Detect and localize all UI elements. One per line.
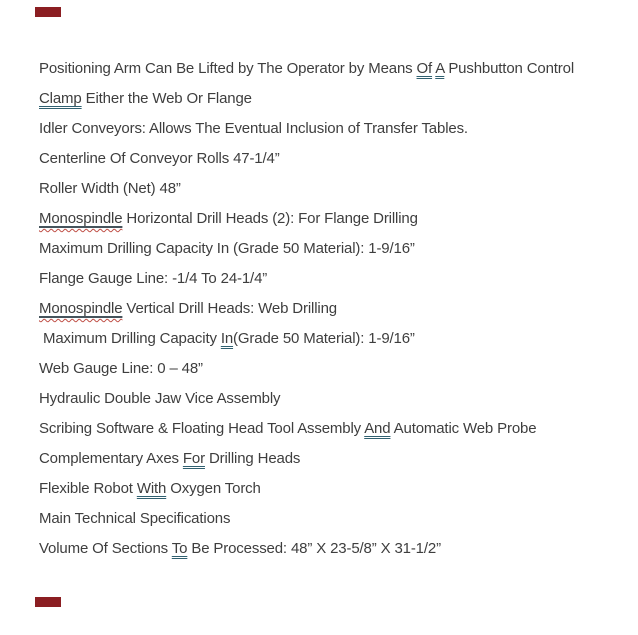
text-block — [39, 54, 618, 564]
grammar-underlined-word: In — [220, 330, 234, 347]
text-segment: Volume Of Sections — [39, 540, 172, 557]
text-segment: Maximum Drilling Capacity In (Grade 50 Material): 1-9/16” — [39, 240, 415, 257]
text-segment: Pushbutton Control — [444, 60, 575, 77]
text-segment: Complementary Axes — [39, 450, 183, 467]
text-line — [39, 504, 618, 534]
grammar-underlined-word: With — [136, 480, 167, 497]
text-line — [39, 354, 618, 384]
text-segment: Drilling Heads — [204, 450, 301, 467]
text-segment: Scribing Software & Floating Head Tool Assembly — [39, 420, 365, 437]
text-segment: Automatic Web Probe — [390, 420, 537, 437]
text-segment: Maximum Drilling Capacity — [39, 330, 221, 347]
text-line — [39, 114, 618, 144]
text-line — [39, 144, 618, 174]
text-segment: Flexible Robot — [39, 480, 137, 497]
text-segment: Hydraulic Double Jaw Vice Assembly — [39, 390, 281, 407]
text-segment: Vertical Drill Heads: Web Drilling — [122, 300, 337, 317]
text-segment: Positioning Arm Can Be Lifted by The Operator by Means — [39, 60, 417, 77]
text-segment: Flange Gauge Line: -1/4 To 24-1/4” — [39, 270, 268, 287]
grammar-underlined-word: Clamp — [39, 90, 82, 107]
text-line — [39, 324, 618, 354]
grammar-underlined-word: And — [364, 420, 391, 437]
grammar-underlined-word: Of — [416, 60, 433, 77]
text-line — [39, 384, 618, 414]
text-segment: Either the Web Or Flange — [81, 90, 252, 107]
spellcheck-underlined-word — [39, 210, 122, 227]
grammar-underlined-word: To — [171, 540, 188, 557]
spellcheck-word-text: Monospindle — [39, 210, 123, 227]
spellcheck-word-text: Monospindle — [39, 300, 123, 317]
text-segment: Horizontal Drill Heads (2): For Flange Drilling — [122, 210, 418, 227]
spellcheck-underlined-word — [39, 300, 122, 317]
text-line — [39, 54, 618, 84]
text-line — [39, 84, 618, 114]
text-line — [39, 174, 618, 204]
red-corner-mark-top — [35, 7, 61, 17]
text-segment: Be Processed: 48” X 23-5/8” X 31-1/2” — [187, 540, 441, 557]
text-segment: Oxygen Torch — [166, 480, 261, 497]
text-line — [39, 204, 618, 234]
text-line — [39, 414, 618, 444]
text-segment: Idler Conveyors: Allows The Eventual Inclusion of Transfer Tables. — [39, 120, 468, 137]
text-line — [39, 264, 618, 294]
text-segment: Main Technical Specifications — [39, 510, 231, 527]
text-segment: Roller Width (Net) 48” — [39, 180, 181, 197]
text-line — [39, 534, 618, 564]
text-line — [39, 474, 618, 504]
grammar-underlined-word: For — [182, 450, 205, 467]
text-segment: Web Gauge Line: 0 – 48” — [39, 360, 203, 377]
text-line — [39, 234, 618, 264]
text-segment: (Grade 50 Material): 1-9/16” — [233, 330, 415, 347]
text-segment: Centerline Of Conveyor Rolls 47-1/4” — [39, 150, 280, 167]
text-line — [39, 294, 618, 324]
grammar-underlined-word: A — [435, 60, 445, 77]
text-line — [39, 444, 618, 474]
red-corner-mark-bottom — [35, 597, 61, 607]
